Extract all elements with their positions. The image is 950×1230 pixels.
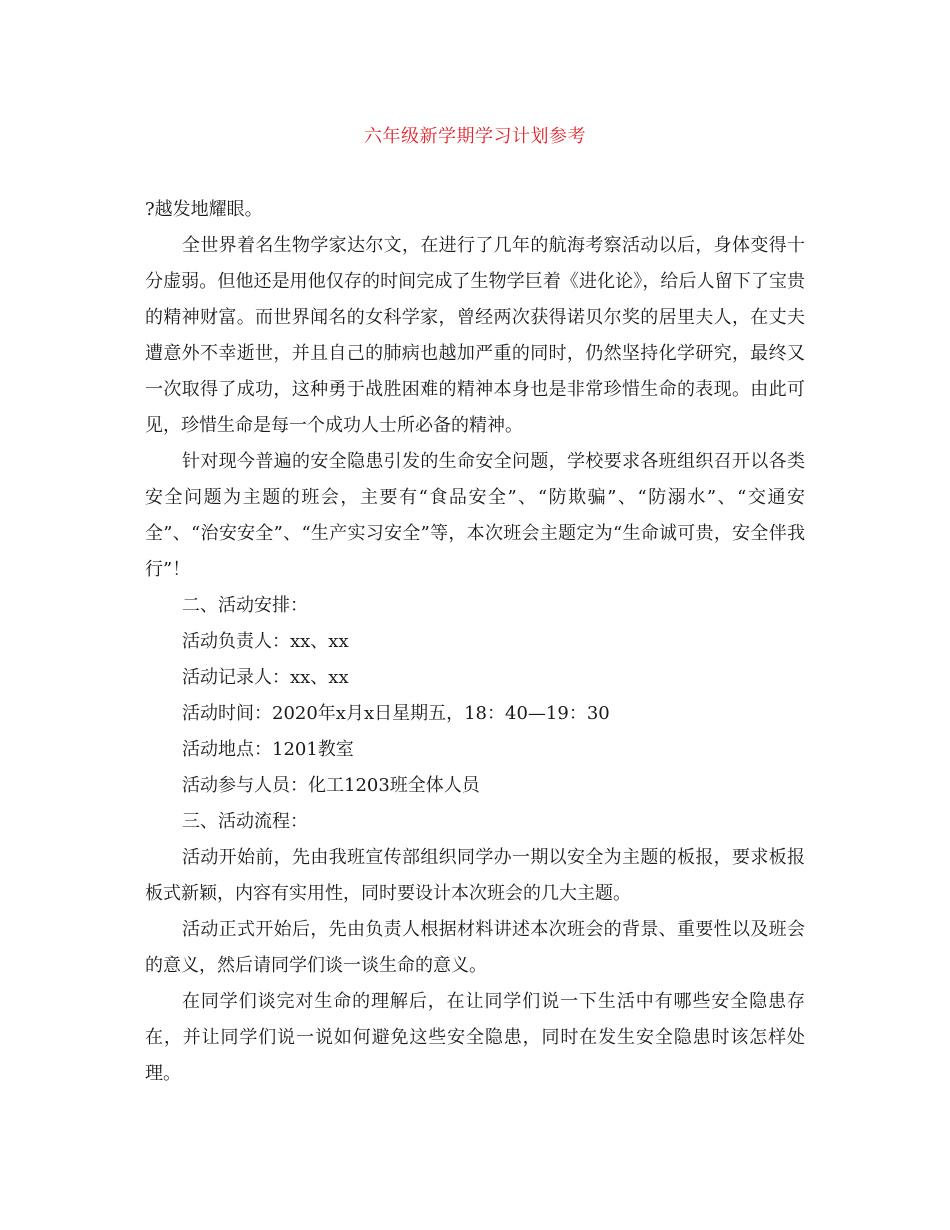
activity-location: 活动地点：1201教室 <box>182 739 354 760</box>
paragraph-fragment: ?越发地耀眼。 <box>145 199 263 220</box>
paragraph-darwin-curie: 全世界着名生物学家达尔文，在进行了几年的航海考察活动以后，身体变得十分虚弱。但他还是用他仅存的时间完成了生物学巨着《进化论》，给后人留下了宝贵的精神财富。而世界闻名的女科学家，曾经两次获得诺贝尔奖的居里夫人，在丈夫遭意外不幸逝世，并且自己的肺病也越加严重的同时，仍然坚持化学研究，最终又一次取得了成功，这种勇于战胜困难的精神本身也是非常珍惜生命的表现。由此可见，珍惜生命是每一个成功人士所必备的精神。 <box>145 235 805 436</box>
paragraph-safety-issues: 针对现今普遍的安全隐患引发的生命安全问题，学校要求各班组织召开以各类安全问题为主题的班会，主要有“食品安全”、“防欺骗”、“防溺水”、“交通安全”、“治安安全”、“生产实习安全”等，本次班会主题定为“生命诚可贵，安全伴我行”！ <box>145 451 805 580</box>
activity-recorder: 活动记录人：xx、xx <box>182 667 349 688</box>
paragraph-safety-discussion: 在同学们谈完对生命的理解后，在让同学们说一下生活中有哪些安全隐患存在，并让同学们说一说如何避免这些安全隐患，同时在发生安全隐患时该怎样处理。 <box>145 991 805 1084</box>
activity-leader: 活动负责人：xx、xx <box>182 631 349 652</box>
document-title: 六年级新学期学习计划参考 <box>364 126 586 147</box>
paragraph-before-activity: 活动开始前，先由我班宣传部组织同学办一期以安全为主题的板报，要求板报板式新颖，内容有实用性，同时要设计本次班会的几大主题。 <box>145 847 805 904</box>
section-heading-arrangement: 二、活动安排： <box>182 595 308 616</box>
activity-time: 活动时间：2020年x月x日星期五，18：40—19：30 <box>182 703 610 724</box>
paragraph-activity-start: 活动正式开始后，先由负责人根据材料讲述本次班会的背景、重要性以及班会的意义，然后请同学们谈一谈生命的意义。 <box>145 919 805 976</box>
activity-participants: 活动参与人员：化工1203班全体人员 <box>182 775 480 796</box>
document-body <box>145 192 805 1092</box>
section-heading-process: 三、活动流程： <box>182 811 308 832</box>
